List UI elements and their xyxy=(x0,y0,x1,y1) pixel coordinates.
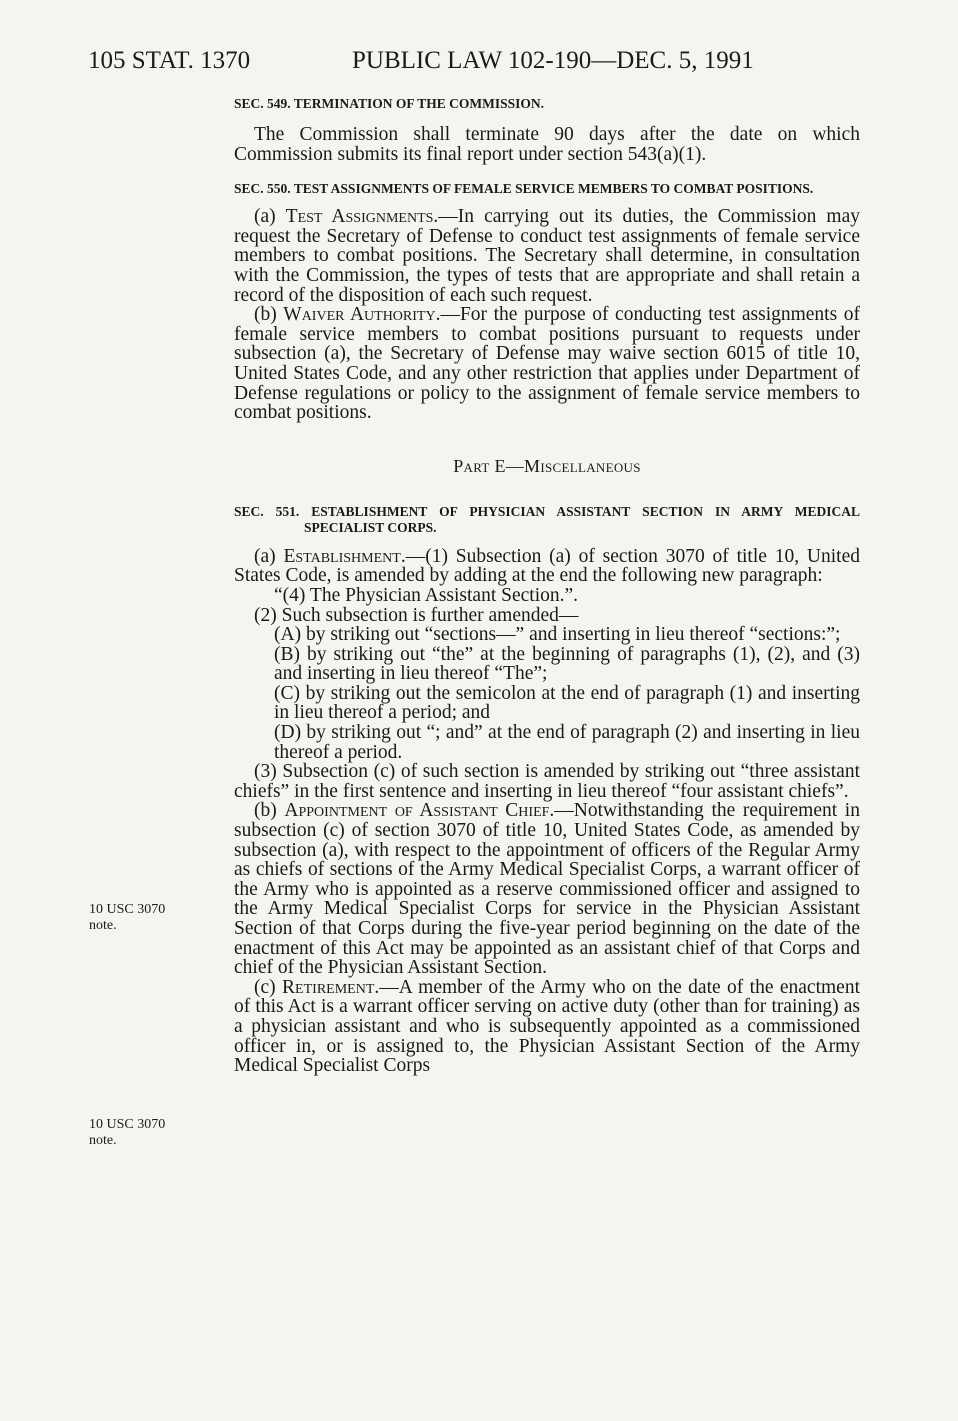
sec-551-a-3: (3) Subsection (c) of such section is amended by striking out “three assistant chiefs” in the first sentence and inserting in lieu thereof “four assistant chiefs”. xyxy=(234,761,860,802)
sec-551-b-text: .—Notwithstanding the requirement in subsection (c) of section 3070 of title 10, United States Code, as amended by subsection (a), with respect to the appointment of officers of the Regular Army as chiefs of sections of the Army Medical Specialist Corps, a warrant officer of the Army who is appointed as a reserve commissioned officer and assigned to the Army Medical Specialist Corps for service in the Physician Assistant Section of that Corps during the five-year period beginning on the date of the enactment of this Act may be appointed as an assistant chief of that Corps and chief of the Physician Assistant Section. xyxy=(234,800,860,979)
sec-551-a-2-D: (D) by striking out “; and” at the end of paragraph (2) and inserting in lieu thereof a period. xyxy=(274,722,860,763)
sec-551-heading: SEC. 551. ESTABLISHMENT OF PHYSICIAN ASSISTANT SECTION IN ARMY MEDICAL SPECIALIST CORPS. xyxy=(234,503,860,535)
sec-551-a-paragraph xyxy=(234,547,860,586)
margin-note-2-line1: 10 USC 3070 xyxy=(89,1117,166,1132)
sec-550-a-text: .—In carrying out its duties, the Commission may request the Secretary of Defense to conduct test assignments of female service members to combat positions. The Secretary shall determine, in consultation with the Commission, the types of tests that are appropriate and shall retain a record of the disposition of each such request. xyxy=(234,206,860,306)
sec-551-c-paragraph xyxy=(234,978,860,1076)
sec-551-a-label: (a) xyxy=(254,545,284,567)
sec-549-heading: SEC. 549. TERMINATION OF THE COMMISSION. xyxy=(234,96,545,111)
sec-549-text: The Commission shall terminate 90 days after the date on which Commission submits its final report under section 543(a)(1). xyxy=(234,124,860,165)
page-body xyxy=(234,96,860,1076)
public-law-citation: PUBLIC LAW 102-190—DEC. 5, 1991 xyxy=(352,47,754,74)
sec-551-c-heading: Retirement xyxy=(282,976,375,998)
sec-550-a-paragraph xyxy=(234,207,860,305)
sec-550-b-text: .—For the purpose of conducting test assignments of female service members to combat positions pursuant to requests under subsection (a), the Secretary of Defense may waive section 6015 of title 10, United States Code, and any other restriction that applies under Department of Defense regulations or policy to the assignment of female service members to combat positions. xyxy=(234,304,860,424)
sec-551-c-label: (c) xyxy=(254,976,283,998)
sec-551-a-heading: Establishment xyxy=(283,545,401,567)
sec-551-b-heading: Appointment of Assistant Chief xyxy=(284,800,550,822)
sec-551-a-text: .—(1) Subsection (a) of section 3070 of title 10, United States Code, is amended by adding at the end the following new paragraph: xyxy=(234,545,860,587)
sec-551-a-2-A: (A) by striking out “sections—” and inserting in lieu thereof “sections:”; xyxy=(274,624,841,646)
margin-note-2 xyxy=(89,1117,209,1149)
sec-550-b-heading: Waiver Authority xyxy=(283,304,436,326)
sec-551-b-label: (b) xyxy=(254,800,285,822)
margin-note-2-line2: note. xyxy=(89,1133,117,1148)
margin-note-1-line1: 10 USC 3070 xyxy=(89,902,166,917)
sec-550-b-paragraph xyxy=(234,305,860,423)
sec-550-a-label: (a) xyxy=(254,206,286,228)
sec-551-a-2-B: (B) by striking out “the” at the beginning of paragraphs (1), (2), and (3) and inserting in lieu thereof “The”; xyxy=(274,643,860,685)
margin-note-1-line2: note. xyxy=(89,918,117,933)
sec-551-a-2-C: (C) by striking out the semicolon at the end of paragraph (1) and inserting in lieu thereof a period; and xyxy=(274,682,860,724)
sec-550-a-heading: Test Assignments xyxy=(285,206,434,228)
sec-550-heading: SEC. 550. TEST ASSIGNMENTS OF FEMALE SERVICE MEMBERS TO COMBAT POSITIONS. xyxy=(234,181,814,197)
margin-note-1 xyxy=(89,902,209,934)
sec-551-b-paragraph xyxy=(234,801,860,977)
sec-550-b-label: (b) xyxy=(254,304,284,326)
sec-551-quoted-paragraph: “(4) The Physician Assistant Section.”. xyxy=(274,584,579,606)
sec-551-c-text: .—A member of the Army who on the date of the enactment of this Act is a warrant officer serving on active duty (other than for training) as a physician assistant and who is subsequently appointed as a commissioned officer in, or is assigned to, the Physician Assistant Section of the Army Medical Specialist Corps xyxy=(234,976,860,1077)
part-e-heading: Part E—Miscellaneous xyxy=(453,455,641,476)
sec-551-a-2: (2) Such subsection is further amended— xyxy=(254,604,579,626)
stat-page-number: 105 STAT. 1370 xyxy=(88,47,251,74)
